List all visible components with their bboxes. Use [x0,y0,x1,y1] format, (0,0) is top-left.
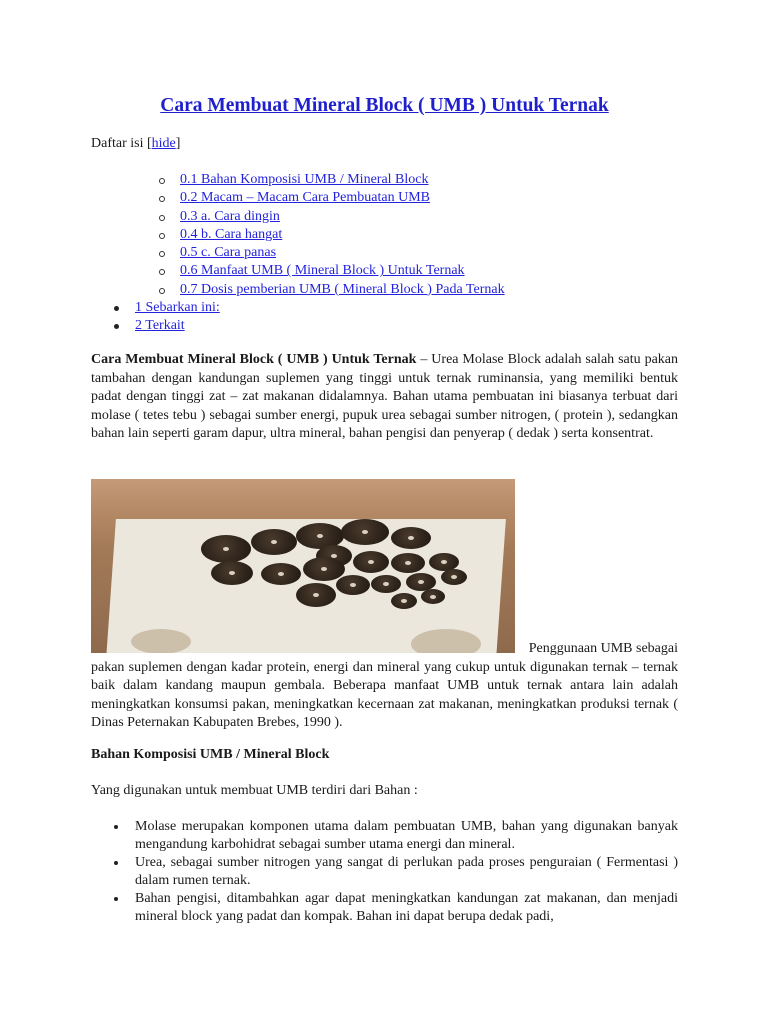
toc-link-bahan-komposisi[interactable]: 0.1 Bahan Komposisi UMB / Mineral Block [180,172,429,187]
photo-block-disk [353,551,389,573]
toc-header [91,135,180,153]
ingredient-list [91,818,678,926]
toc-sub-item [91,281,505,299]
ingredient-item: Urea, sebagai sumber nitrogen yang sangat di perlukan pada proses penguraian ( Fermentasi ) dalam rumen ternak. [91,854,678,890]
ingredient-item: Bahan pengisi, ditambahkan agar dapat meningkatkan kandungan zat makanan, dan menjadi mineral block yang padat dan kompak. Bahan ini dapat berupa dedak padi, [91,890,678,926]
photo-block-disk [261,563,301,585]
photo-block-disk [251,529,297,555]
photo-block-disk [341,519,389,545]
photo-block-disk [211,561,253,585]
toc-sub-item [91,189,505,207]
photo-block-disk [296,583,336,607]
toc-link-terkait[interactable]: 2 Terkait [135,318,185,334]
toc-link-manfaat[interactable]: 0.6 Manfaat UMB ( Mineral Block ) Untuk Ternak [180,263,465,279]
section-lead: Yang digunakan untuk membuat UMB terdiri dari Bahan : [91,783,418,798]
toc-link-sebarkan[interactable]: 1 Sebarkan ini: [135,300,220,315]
toc-label: Daftar isi [ [91,136,152,151]
toc-link-dosis[interactable]: 0.7 Dosis pemberian UMB ( Mineral Block ) Pada Ternak [180,281,505,297]
intro-bold-title: Cara Membuat Mineral Block ( UMB ) Untuk Ternak [91,352,417,367]
toc-link-macam-cara[interactable]: 0.2 Macam – Macam Cara Pembuatan UMB [180,190,430,206]
photo-block-disk [201,535,251,563]
photo-block-disk [303,557,345,581]
photo-block-disk [391,553,425,573]
article-title-link[interactable]: Cara Membuat Mineral Block ( UMB ) Untuk Ternak [160,95,609,116]
photo-block-disk [421,589,445,604]
toc-hide-link[interactable]: hide [151,136,176,151]
toc-sub-item [91,244,505,262]
photo-block-disk [391,593,417,609]
toc-sub-item [91,208,505,226]
photo-block-disk [336,575,370,595]
intro-paragraph [91,351,678,444]
mineral-block-photo [91,479,515,653]
benefits-first-line: Penggunaan UMB sebagai [528,641,678,656]
toc-sub-item [91,262,505,280]
toc-sub-item [91,226,505,244]
photo-block-disk [371,575,401,593]
toc-main-list [91,299,220,336]
section-heading: Bahan Komposisi UMB / Mineral Block [91,747,330,762]
benefits-text: pakan suplemen dengan kadar protein, energi dan mineral yang cukup untuk digunakan ternak – ternak baik dalam kandang maupun gembala. Beberapa manfaat UMB untuk ternak antara lain adalah meningkatkan konsumsi pakan, meningkatkan kecernaan zat makanan, meningkatkan produksi ternak ( Dinas Peternakan Kabupaten Brebes, 1990 ). [91,659,678,731]
intro-text: – Urea Molase Block adalah salah satu pakan tambahan dengan kandungan suplemen yang tinggi untuk ternak ruminansia, yang memiliki bentuk padat dengan tinggi zat – zat makanan didalamnya. Bahan utama pembuatan ini biasanya terbuat dari molase ( tetes tebu ) sebagai sumber energi, pupuk urea sebagai sumber nitrogen, ( protein ), sedangkan bahan lain seperti garam dapur, ultra mineral, bahan pengisi dan penyerap ( dedak ) serta konsentrat. [91,352,678,442]
article-title [91,94,678,118]
ingredient-item: Molase merupakan komponen utama dalam pembuatan UMB, bahan yang digunakan banyak mengandung karbohidrat sebagai sumber utama energi dan mineral. [91,818,678,854]
toc-main-item [91,299,220,317]
toc-link-cara-panas[interactable]: 0.5 c. Cara panas [180,245,277,261]
toc-sub-list [91,171,505,299]
photo-block-disk [391,527,431,549]
toc-link-cara-dingin[interactable]: 0.3 a. Cara dingin [180,208,280,224]
toc-main-item [91,317,220,335]
toc-sub-item [91,171,505,189]
toc-link-cara-hangat[interactable]: 0.4 b. Cara hangat [180,226,283,242]
photo-block-disk [441,569,467,585]
benefits-paragraph [91,640,678,733]
toc-label-suffix: ] [175,136,181,151]
